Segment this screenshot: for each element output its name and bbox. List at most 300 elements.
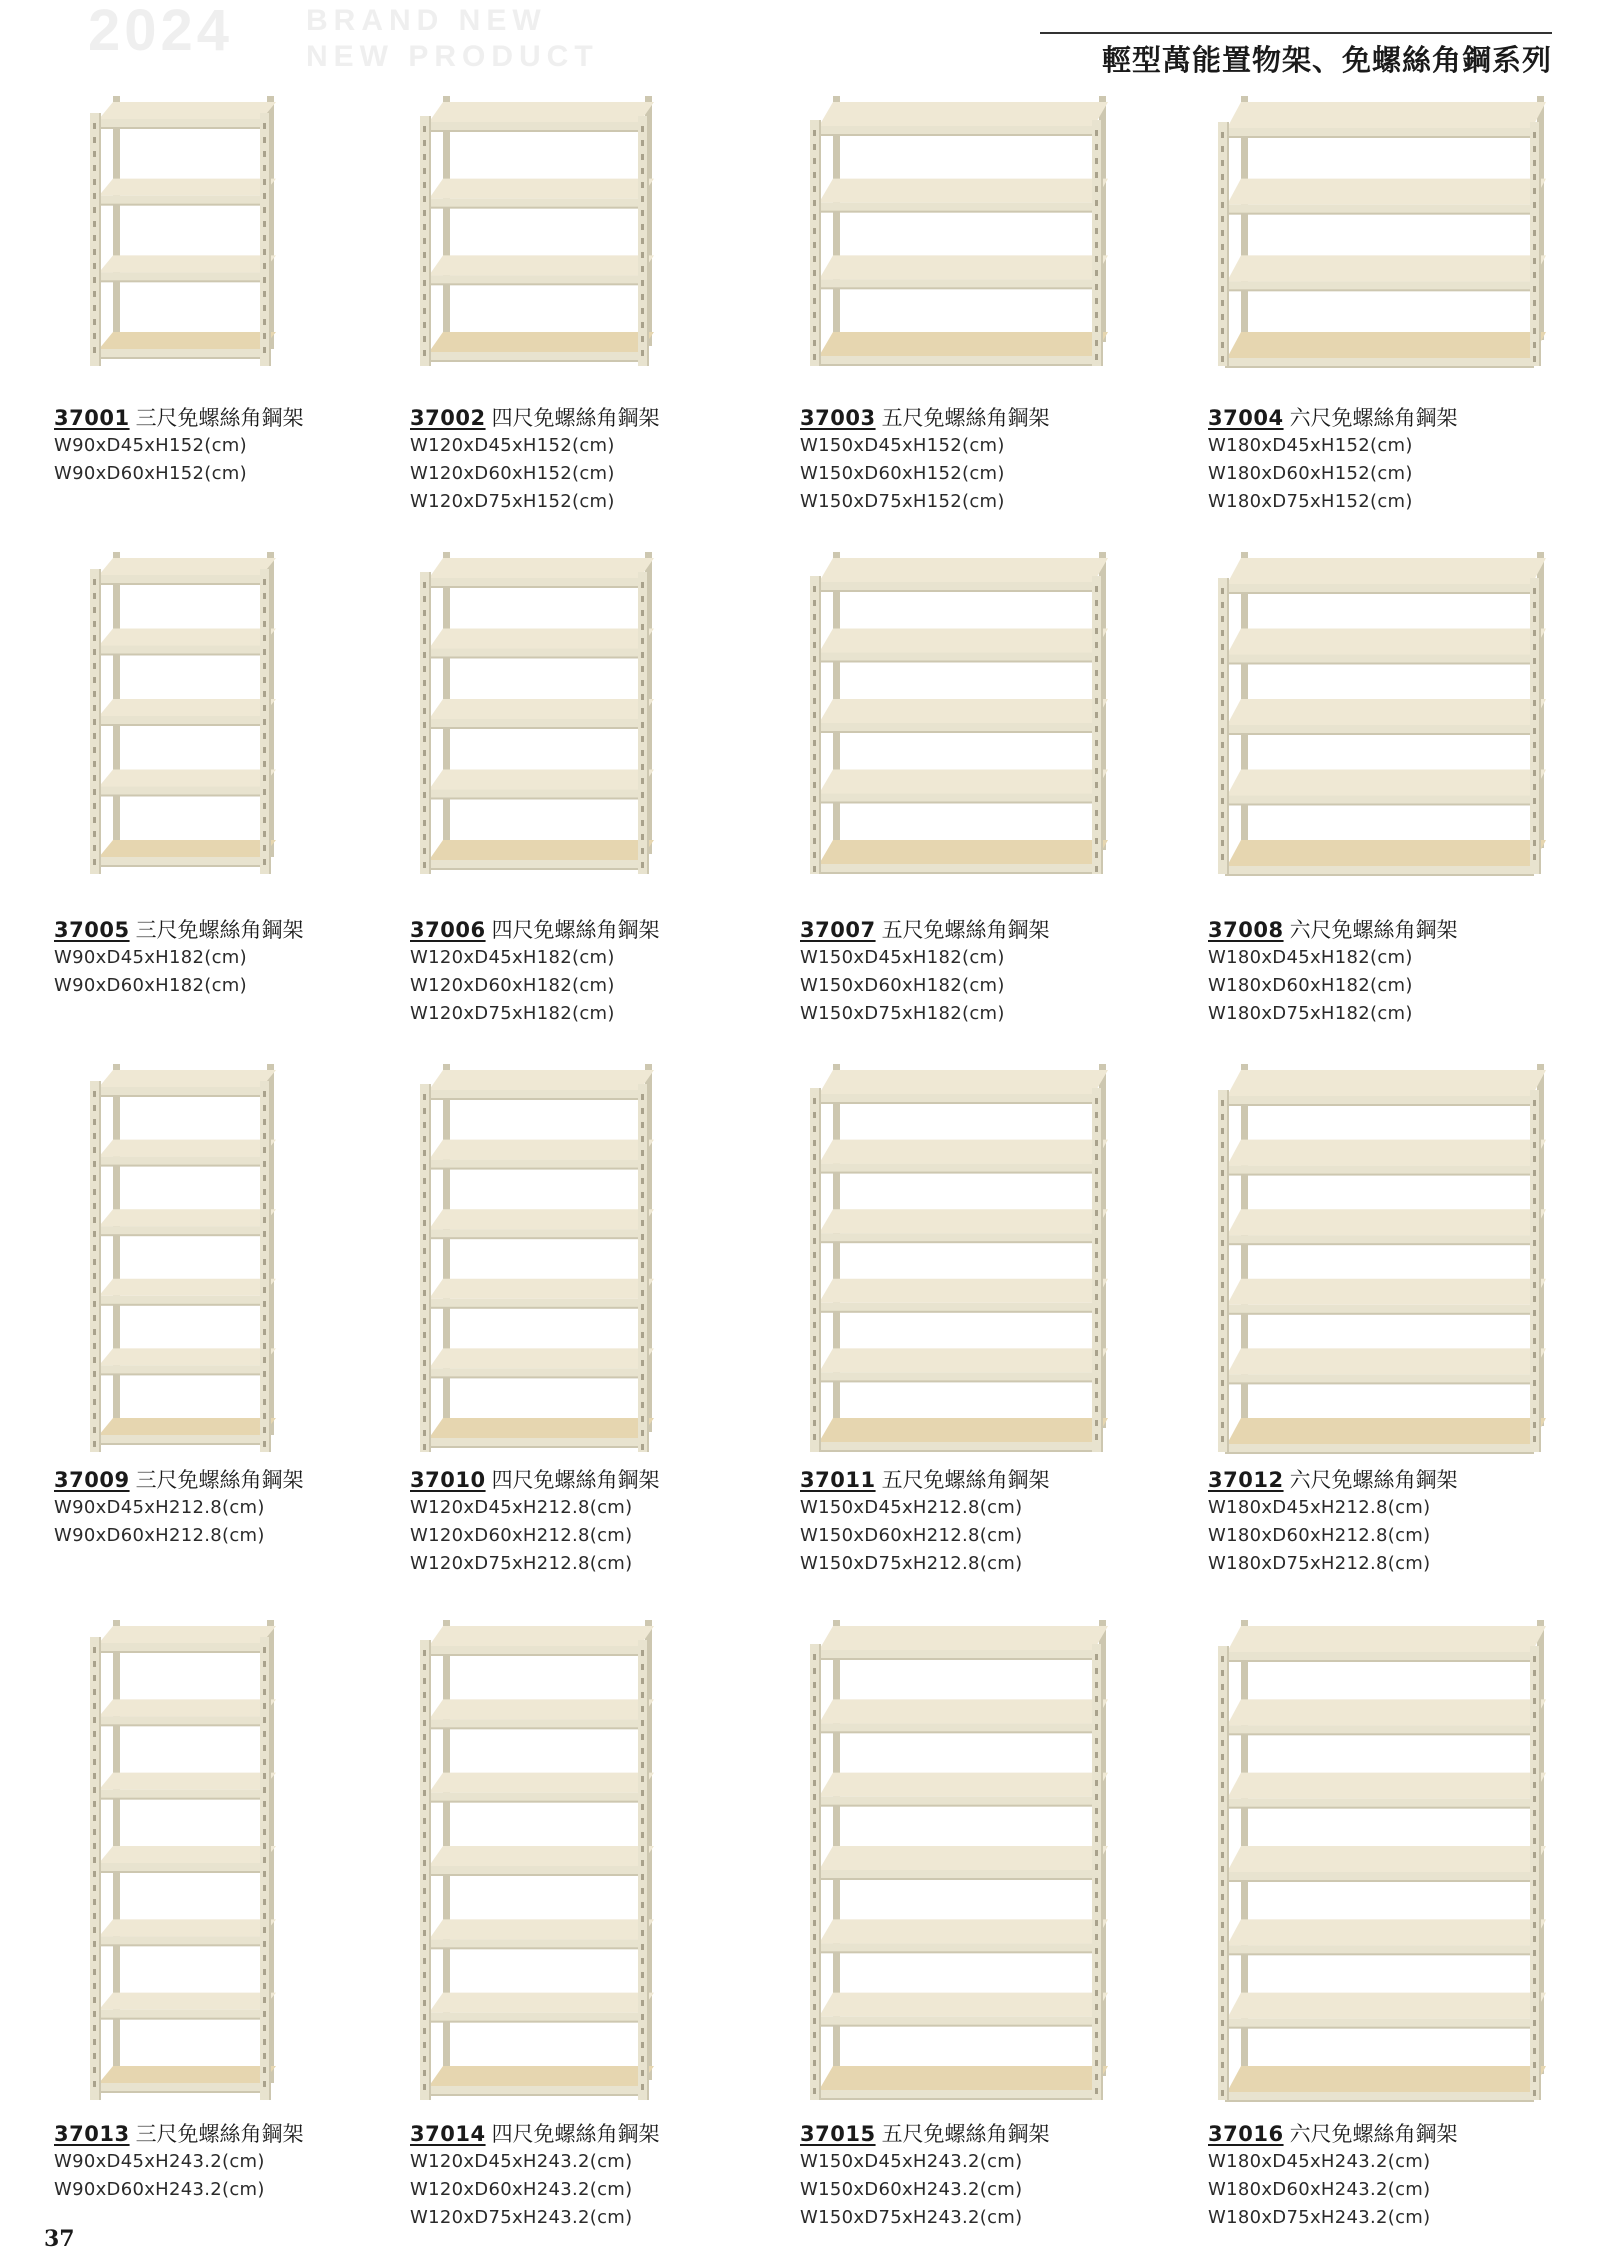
shelf-board [1227,255,1546,281]
shelf-board [429,1626,654,1646]
product-size: W180xD75xH212.8(cm) [1208,1553,1431,1574]
product-size: W120xD60xH212.8(cm) [410,1525,633,1546]
shelf-frame-back [443,96,652,346]
shelf-beam [1225,725,1534,734]
shelf-beam [1225,2019,1534,2028]
product-size: W150xD60xH243.2(cm) [800,2179,1023,2200]
product-image [1218,552,1548,874]
product-image [90,1064,278,1452]
shelf-board [819,332,1108,356]
product-image [810,552,1110,874]
shelf-boards [427,1626,654,2096]
shelf-board [1227,1140,1546,1166]
shelf-board [429,558,654,578]
product-name: 五尺免螺絲角鋼架 [881,406,1050,430]
shelf-board [819,1279,1108,1303]
shelf-board [99,1919,276,1936]
shelf-beam [1225,1166,1534,1175]
shelf-board [429,1773,654,1793]
shelf-beam [427,1646,642,1655]
product-name: 五尺免螺絲角鋼架 [881,2122,1050,2146]
shelf-board [819,840,1108,864]
product-code: 37016 [1208,2122,1284,2146]
product-card [1208,1620,1548,2230]
product-size: W120xD75xH182(cm) [410,1003,615,1024]
shelf-board [429,1846,654,1866]
shelf-board [429,1070,654,1090]
product-image [90,1620,278,2100]
shelf-board [819,255,1108,279]
product-size: W180xD45xH182(cm) [1208,947,1413,968]
product-size: W90xD60xH243.2(cm) [54,2179,265,2200]
shelf-boards [97,102,276,359]
shelf-board [429,840,654,860]
product-size: W120xD60xH243.2(cm) [410,2179,633,2200]
shelf-beam [817,1233,1096,1242]
product-caption [1208,2120,1458,2232]
product-size: W90xD45xH152(cm) [54,435,247,456]
product-size: W180xD60xH182(cm) [1208,975,1413,996]
shelf-beam [427,790,642,799]
shelf-beam [427,1368,642,1377]
product-caption [800,2120,1050,2232]
shelf-board [429,255,654,275]
product-size: W90xD60xH212.8(cm) [54,1525,265,1546]
shelf-beam [427,1793,642,1802]
product-image [810,96,1110,366]
shelf-beam [1225,866,1534,875]
page-title: 輕型萬能置物架、免螺絲角鋼系列 [1101,43,1552,77]
product-card [1208,96,1548,514]
product-name: 三尺免螺絲角鋼架 [135,918,304,942]
product-code: 37010 [410,1468,486,1492]
shelf-beam [97,1087,264,1096]
shelf-boards [1225,1070,1546,1454]
shelf-board [1227,1993,1546,2019]
product-caption [410,1466,660,1578]
shelf-beam [427,2086,642,2095]
product-size: W120xD60xH152(cm) [410,463,615,484]
product-size: W120xD45xH212.8(cm) [410,1497,633,1518]
product-size: W150xD45xH152(cm) [800,435,1005,456]
shelf-beam [817,1372,1096,1381]
shelf-board [99,1070,276,1087]
product-size: W150xD45xH182(cm) [800,947,1005,968]
shelf-beam [817,1164,1096,1173]
shelf-beam [97,1936,264,1945]
shelf-beam [817,1094,1096,1103]
product-size: W150xD60xH152(cm) [800,463,1005,484]
product-size: W90xD45xH182(cm) [54,947,247,968]
product-image [1218,1064,1548,1452]
shelf-beam [1225,1872,1534,1881]
product-caption [1208,404,1458,516]
shelf-beam [427,275,642,284]
shelf-board [1227,1919,1546,1945]
product-size: W90xD60xH182(cm) [54,975,247,996]
shelf-beam [817,203,1096,212]
shelf-beam [427,1866,642,1875]
shelf-beam [97,2010,264,2019]
shelf-boards [1225,102,1546,368]
product-size: W180xD75xH243.2(cm) [1208,2207,1431,2228]
shelf-beam [427,2013,642,2022]
product-image [810,1620,1110,2100]
shelf-board [429,179,654,199]
shelf-boards [427,558,654,870]
shelf-board [819,1846,1108,1870]
shelf-beam [1225,584,1534,593]
product-name: 四尺免螺絲角鋼架 [491,2122,660,2146]
shelf-frame-back [113,1064,274,1435]
product-caption [1208,916,1458,1028]
shelf-beam [427,352,642,361]
shelf-beam [97,1296,264,1305]
product-image [90,552,278,874]
product-name: 四尺免螺絲角鋼架 [491,1468,660,1492]
shelf-board [99,1626,276,1643]
shelf-board [429,1699,654,1719]
shelf-board [819,699,1108,723]
product-name: 五尺免螺絲角鋼架 [881,1468,1050,1492]
shelf-beam [817,582,1096,591]
shelf-board [1227,1699,1546,1725]
shelf-board [1227,1279,1546,1305]
product-card [800,1620,1140,2230]
shelf-boards [97,1626,276,2093]
product-code: 37008 [1208,918,1284,942]
shelf-board [99,1418,276,1435]
shelf-board [429,332,654,352]
shelf-boards [817,1626,1108,2100]
product-size: W120xD45xH182(cm) [410,947,615,968]
shelf-beam [97,857,264,866]
shelf-board [429,1919,654,1939]
shelf-beam [427,719,642,728]
shelf-beam [817,653,1096,662]
shelf-board [429,1209,654,1229]
product-caption [54,916,304,1000]
shelf-board [99,1699,276,1716]
shelf-beam [427,1719,642,1728]
shelf-boards [817,558,1108,874]
product-name: 三尺免螺絲角鋼架 [135,2122,304,2146]
product-image [420,1064,656,1452]
shelf-beam [817,794,1096,803]
shelf-board [819,1699,1108,1723]
shelf-board [819,1626,1108,1650]
product-image [90,96,278,366]
shelf-board [99,255,276,272]
shelf-board [819,1070,1108,1094]
product-card [800,552,1140,1026]
product-size: W150xD45xH212.8(cm) [800,1497,1023,1518]
product-caption [410,2120,660,2232]
shelf-board [1227,558,1546,584]
shelf-board [819,102,1108,126]
shelf-beam [97,1863,264,1872]
shelf-boards [1225,558,1546,876]
shelf-board [429,1418,654,1438]
shelf-board [99,1348,276,1365]
shelf-board [429,1348,654,1368]
shelf-beam [817,1650,1096,1659]
product-caption [1208,1466,1458,1578]
shelf-beam [817,2017,1096,2026]
shelf-board [1227,1209,1546,1235]
shelf-board [429,102,654,122]
shelf-board [99,1140,276,1157]
shelf-beam [97,787,264,796]
shelf-beam [97,349,264,358]
shelf-beam [427,1438,642,1447]
shelf-board [819,1993,1108,2017]
shelf-beam [1225,1305,1534,1314]
product-code: 37001 [54,406,130,430]
product-image [420,96,656,366]
watermark-line-2: NEW PRODUCT [306,40,599,73]
shelf-beam [97,1157,264,1166]
product-name: 六尺免螺絲角鋼架 [1289,1468,1458,1492]
shelf-beam [97,196,264,205]
shelf-board [99,770,276,787]
shelf-board [99,2066,276,2083]
shelf-board [429,1993,654,2013]
shelf-board [1227,1418,1546,1444]
product-size: W150xD75xH152(cm) [800,491,1005,512]
shelf-beam [97,272,264,281]
shelf-frame-back [113,96,274,349]
shelf-board [99,558,276,575]
shelf-beam [1225,128,1534,137]
product-size: W120xD60xH182(cm) [410,975,615,996]
shelf-board [1227,1070,1546,1096]
product-caption [54,404,304,488]
shelf-beam [427,1939,642,1948]
product-size: W90xD45xH212.8(cm) [54,1497,265,1518]
page-number: 37 [44,2226,75,2252]
shelf-board [99,332,276,349]
product-size: W120xD75xH212.8(cm) [410,1553,633,1574]
shelf-beam [97,1790,264,1799]
product-name: 四尺免螺絲角鋼架 [491,918,660,942]
product-size: W180xD60xH243.2(cm) [1208,2179,1431,2200]
shelf-beam [1225,1096,1534,1105]
product-size: W90xD60xH152(cm) [54,463,247,484]
product-image [1218,96,1548,366]
product-caption [410,916,660,1028]
shelf-board [819,558,1108,582]
shelf-frame-front [420,116,649,366]
shelf-beam [817,356,1096,365]
shelf-board [429,1140,654,1160]
shelf-beam [1225,1652,1534,1661]
product-name: 六尺免螺絲角鋼架 [1289,918,1458,942]
product-size: W150xD60xH182(cm) [800,975,1005,996]
shelf-boards [1225,1626,1546,2102]
shelf-beam [427,1090,642,1099]
shelf-board [429,1279,654,1299]
product-size: W180xD75xH182(cm) [1208,1003,1413,1024]
product-card [54,552,394,1026]
shelf-beam [817,723,1096,732]
shelf-beam [817,1442,1096,1451]
shelf-boards [817,102,1108,366]
shelf-board [819,179,1108,203]
shelf-beam [427,649,642,658]
shelf-board [1227,770,1546,796]
shelf-beam [1225,1725,1534,1734]
shelf-beam [97,1716,264,1725]
shelf-beam [1225,1799,1534,1808]
shelf-frame-front [420,1084,649,1452]
shelf-boards [97,558,276,867]
shelf-beam [817,864,1096,873]
shelf-board [819,1418,1108,1442]
shelf-board [819,1919,1108,1943]
shelf-board [819,629,1108,653]
shelf-beam [1225,1945,1534,1954]
product-size: W180xD75xH152(cm) [1208,491,1413,512]
product-card [54,1064,394,1576]
shelf-board [819,1209,1108,1233]
shelf-beam [817,1723,1096,1732]
product-code: 37013 [54,2122,130,2146]
product-code: 37007 [800,918,876,942]
shelf-beam [1225,1444,1534,1453]
shelf-boards [817,1070,1108,1452]
shelf-boards [427,102,654,362]
shelf-frame-front [1218,122,1541,366]
shelf-beam [427,199,642,208]
shelf-beam [817,1870,1096,1879]
product-name: 四尺免螺絲角鋼架 [491,406,660,430]
shelf-board [819,770,1108,794]
shelf-beam [97,1643,264,1652]
product-image [810,1064,1110,1452]
product-code: 37006 [410,918,486,942]
shelf-beam [1225,655,1534,664]
shelf-board [99,179,276,196]
shelf-beam [427,122,642,131]
shelf-boards [427,1070,654,1448]
shelf-beam [97,646,264,655]
shelf-beam [427,578,642,587]
shelf-board [99,699,276,716]
product-card [410,552,750,1026]
product-size: W180xD60xH152(cm) [1208,463,1413,484]
product-size: W120xD45xH152(cm) [410,435,615,456]
shelf-beam [1225,358,1534,367]
shelf-board [1227,840,1546,866]
shelf-beam [817,279,1096,288]
shelf-beam [427,860,642,869]
shelf-board [1227,1626,1546,1652]
shelf-board [99,1773,276,1790]
shelf-beam [97,575,264,584]
shelf-beam [1225,1235,1534,1244]
shelf-boards [97,1070,276,1445]
product-size: W120xD75xH152(cm) [410,491,615,512]
shelf-board [1227,1773,1546,1799]
shelf-board [1227,2066,1546,2092]
shelf-beam [97,119,264,128]
product-code: 37014 [410,2122,486,2146]
shelf-beam [817,126,1096,135]
watermark-line-1: BRAND NEW [306,4,547,37]
product-size: W180xD45xH152(cm) [1208,435,1413,456]
shelf-board [99,1279,276,1296]
product-size: W180xD60xH212.8(cm) [1208,1525,1431,1546]
shelf-board [1227,1846,1546,1872]
product-caption [800,916,1050,1028]
shelf-board [99,1846,276,1863]
product-name: 六尺免螺絲角鋼架 [1289,2122,1458,2146]
product-name: 三尺免螺絲角鋼架 [135,1468,304,1492]
shelf-beam [817,2090,1096,2099]
product-name: 六尺免螺絲角鋼架 [1289,406,1458,430]
product-card [800,96,1140,514]
product-image [1218,1620,1548,2100]
product-name: 五尺免螺絲角鋼架 [881,918,1050,942]
shelf-board [1227,699,1546,725]
product-card [410,1620,750,2230]
product-size: W90xD45xH243.2(cm) [54,2151,265,2172]
shelf-board [1227,1348,1546,1374]
shelf-board [1227,102,1546,128]
shelf-beam [427,1229,642,1238]
shelf-beam [97,2083,264,2092]
product-caption [54,1466,304,1550]
shelf-board [99,840,276,857]
shelf-board [819,1140,1108,1164]
product-size: W150xD60xH212.8(cm) [800,1525,1023,1546]
shelf-board [99,1209,276,1226]
shelf-beam [817,1303,1096,1312]
product-size: W120xD75xH243.2(cm) [410,2207,633,2228]
product-code: 37004 [1208,406,1284,430]
shelf-beam [97,716,264,725]
shelf-board [1227,629,1546,655]
product-card [54,1620,394,2230]
product-size: W150xD75xH182(cm) [800,1003,1005,1024]
shelf-board [429,2066,654,2086]
shelf-frame-front [810,120,1103,366]
shelf-beam [1225,281,1534,290]
product-size: W150xD75xH212.8(cm) [800,1553,1023,1574]
product-caption [800,404,1050,516]
shelf-board [819,1348,1108,1372]
product-card [410,1064,750,1576]
product-image [420,1620,656,2100]
product-image [420,552,656,874]
product-card [1208,1064,1548,1576]
shelf-board [1227,332,1546,358]
shelf-board [429,699,654,719]
product-size: W180xD45xH212.8(cm) [1208,1497,1431,1518]
shelf-beam [1225,796,1534,805]
shelf-beam [817,1797,1096,1806]
watermark-year: 2024 [88,0,234,63]
shelf-board [1227,179,1546,205]
product-size: W150xD45xH243.2(cm) [800,2151,1023,2172]
product-code: 37005 [54,918,130,942]
product-caption [800,1466,1050,1578]
product-card [1208,552,1548,1026]
shelf-board [819,2066,1108,2090]
shelf-beam [97,1365,264,1374]
product-code: 37002 [410,406,486,430]
